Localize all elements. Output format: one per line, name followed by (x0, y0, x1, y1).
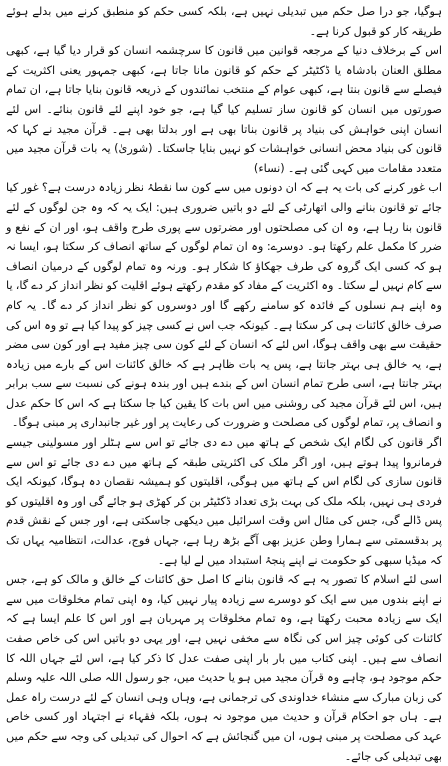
paragraph-2: اس کے برخلاف دنیا کے مرجعہ قوانین میں قانون کا سرچشمہ انسان کو قرار دیا گیا ہے، کبھی مطلق العنان بادشاہ یا ڈکٹیٹر کے حکم کو قانون مانا جاتا ہے، کبھی جمہور یعنی اکثریت کے فیصلے سے قانون بنتا ہے، کبھی عوام کے منتخب نمائندوں کے ذریعہ قانون بنایا جاتا ہے، ان تمام صورتوں میں انسان کو قانون ساز تسلیم کیا گیا ہے، جو خود اپنے لئے قانون بنائے۔ اس لئے انسان اپنی خواہش کی بنیاد پر قانون بناتا بھی ہے اور بدلتا بھی ہے۔ قرآن مجید نے کہا کہ قانون کی بنیاد محض انسانی خواہشات کو نہیں بنایا جاسکتا۔ (شوریٰ) یہ بات قرآن مجید میں متعدد مقامات میں کہی گئی ہے۔ (نساء) (6, 44, 442, 175)
paragraph-4: اگر قانون کی لگام ایک شخص کے ہاتھ میں دے دی جائے تو اس سے ہٹلر اور مسولینی جیسے فرمانروا پیدا ہوتے ہیں، اور اگر ملک کی اکثریتی طبقہ کے ہاتھ میں دے دی جائے تو اس سے قانون سازی کی لگام اس کے ہاتھ میں ہوگی، اقلیتوں کو ہمیشہ نقصان دہ ہوگا، کیونکہ ایک فردی ہی نہیں، بلکہ ملک کی بہت بڑی تعداد ڈکٹیٹر بن کر کھڑی ہو جائے گی اور وہ اقلیتوں کو پس ڈالے گی، جس کی مثال اس وقت اسرائیل میں دیکھی جاسکتی ہے، اور جس کے نقش قدم پر بدقسمتی سے ہمارا وطن عزیز بھی آگے بڑھ رہا ہے، جہاں فوج، عدالت، انتظامیہ یہاں تک کہ میڈیا سبھی کو حکومت نے اپنے پنجۂ استبداد میں لے لیا ہے۔ (6, 436, 442, 567)
paragraph-1: ہوگیا، جو درا صل حکم میں تبدیلی نہیں ہے، بلکہ کسی حکم کو منطبق کرنے میں بدلے ہوئے طریقہ کار کو قبول کرنا ہے۔ (6, 5, 442, 38)
paragraph-5: اسی لئے اسلام کا تصور یہ ہے کہ قانون بنانے کا اصل حق کائنات کے خالق و مالک کو ہے، جس نے اپنے بندوں میں سے ایک کو دوسرے سے زیادہ پیار نہیں کیا، وہ اپنی تمام مخلوقات میں سے ایک سے زیادہ محبت رکھتا ہے، وہ تمام مخلوقات پر مہربان ہے اور اس کا علم ایسا ہے کہ کائنات کی کوئی چیز اس کی نگاہ سے مخفی نہیں ہے، اور یہی دو باتیں اس کی خاص صفت انصاف سے ہیں۔ اپنی کتاب میں بار بار اپنی صفت عدل کا ذکر کیا ہے، اس لئے جہاں اللہ کا حکم موجود ہو، چاہے وہ قرآن مجید میں ہو یا حدیث میں، جو رسول اللہ صلی اللہ علیہ وسلم کی زبان مبارک سے منشاء خداوندی کی ترجمانی ہے، وہاں وہی انسان کے لئے درست راہ عمل ہے۔ ہاں جو احکام قرآن و حدیث میں موجود نہ ہوں، بلکہ فقہاء نے اجتہاد اور کسی خاص عہد کی مصلحت پر مبنی ہوں، ان میں گنجائش ہے کہ احوال کی تبدیلی کی وجہ سے حکم میں بھی تبدیلی کی جائے۔ (6, 573, 442, 763)
paragraph-3: اب غور کرنے کی بات یہ ہے کہ ان دونوں میں سے کون سا نقطۂ نظر زیادہ درست ہے؟ غور کیا جائے تو قانون بنانے والی اتھارٹی کے لئے دو باتیں ضروری ہیں: ایک یہ کہ وہ جن لوگوں کے لئے قانون بنا رہا ہے، وہ ان کی مصلحتوں اور مضرتوں سے پوری طرح واقف ہو، اور ان کے نفع و ضرر کا مکمل علم رکھتا ہو۔ دوسرے: وہ ان تمام لوگوں کے ساتھ انصاف کر سکتا ہو، ایسا نہ ہو کہ کسی ایک گروہ کی طرف جھکاؤ کا شکار ہو۔ ورنہ وہ تمام لوگوں کے درمیان انصاف سے کام نہیں لے سکتا۔ وہ اکثریت کے مفاد کو مقدم رکھتے ہوئے اقلیت کو نظر انداز کر دے گا، یا وہ اپنے ہم نسلوں کے فائدہ کو سامنے رکھے گا اور دوسروں کو نظر انداز کر دے گا۔ یہ کام صرف خالق کائنات ہی کر سکتا ہے۔ کیونکہ جب اس نے کسی چیز کو پیدا کیا ہے تو وہ اس کی حقیقت سے بھی واقف ہوگا، اس لئے کہ انسان کے لئے کون سی چیز مفید ہے اور کون سی مضر ہے، یہ خالق ہی بہتر جانتا ہے، پس یہ بات ظاہر ہے کہ خالق کائنات اس کے بارے میں زیادہ بہتر جانتا ہے، اسی طرح تمام انسان اس کے بندے ہیں اور بندہ ہونے کی نسبت سے سب برابر ہیں، اس لئے قرآن مجید کی روشنی میں اس بات کا یقین کیا جا سکتا ہے کہ اس کا حکم عدل و انصاف پر، تمام لوگوں کی مصلحت و ضرورت کی رعایت پر اور غیر جانبداری پر مبنی ہوگا۔ (6, 181, 442, 430)
